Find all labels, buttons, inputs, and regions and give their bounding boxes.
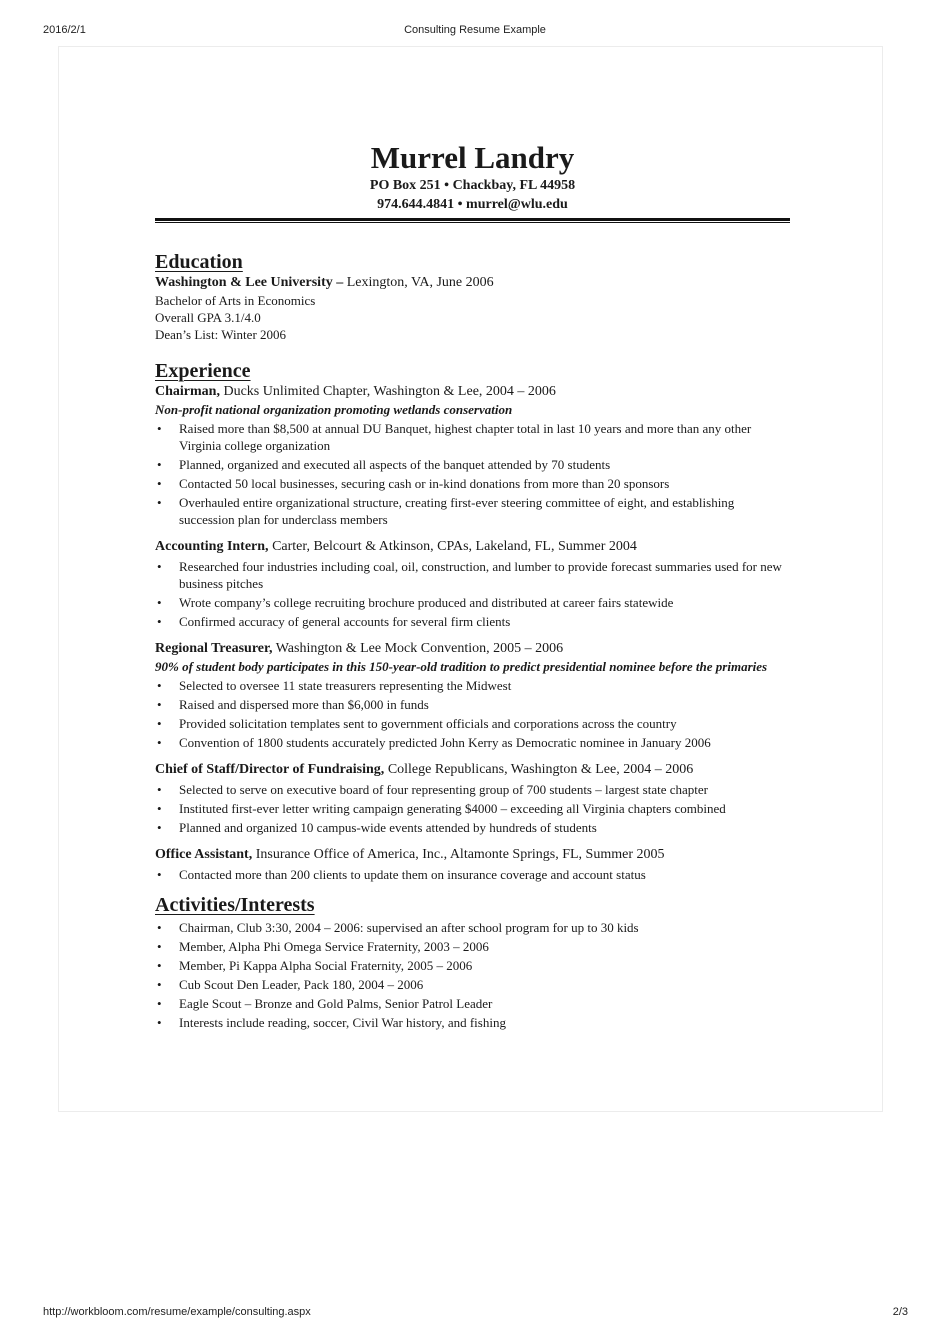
experience-bullet xyxy=(155,420,790,454)
experience-bullets xyxy=(155,558,790,630)
bullet-dot-icon: • xyxy=(157,920,162,935)
print-page-title: Consulting Resume Example xyxy=(404,24,546,36)
experience-entry xyxy=(155,846,790,883)
experience-bullet-text: Selected to serve on executive board of four representing group of 700 students – largest state chapter xyxy=(179,782,708,797)
experience-role: Chairman, xyxy=(155,384,220,399)
bullet-dot-icon: • xyxy=(157,977,162,992)
experience-bullet-text: Convention of 1800 students accurately predicted John Kerry as Democratic nominee in January 2006 xyxy=(179,735,711,750)
experience-detail: Carter, Belcourt & Atkinson, CPAs, Lakeland, FL, Summer 2004 xyxy=(268,539,637,554)
section-title-experience: Experience xyxy=(155,360,251,382)
bullet-dot-icon: • xyxy=(157,1015,162,1030)
experience-bullet-text: Confirmed accuracy of general accounts for several firm clients xyxy=(179,614,511,629)
experience-bullet-text: Instituted first-ever letter writing campaign generating $4000 – exceeding all Virginia chapters combined xyxy=(179,801,726,816)
experience-entry-heading xyxy=(155,383,790,401)
print-url: http://workbloom.com/resume/example/consulting.aspx xyxy=(43,1306,311,1318)
education-school xyxy=(155,274,790,292)
experience-bullet xyxy=(155,781,790,798)
experience-bullet xyxy=(155,494,790,528)
education-degree: Bachelor of Arts in Economics xyxy=(155,293,316,308)
bullet-dot-icon: • xyxy=(157,801,162,816)
experience-bullet-text: Selected to oversee 11 state treasurers representing the Midwest xyxy=(179,678,512,693)
experience-bullet-text: Researched four industries including coal, oil, construction, and lumber to provide forecast summaries used for new business pitches xyxy=(179,559,782,591)
bullet-dot-icon: • xyxy=(157,867,162,882)
experience-entry xyxy=(155,383,790,528)
experience-role: Office Assistant, xyxy=(155,847,253,862)
activities-list xyxy=(155,919,790,1031)
section-title-education: Education xyxy=(155,251,243,273)
bullet-dot-icon: • xyxy=(157,958,162,973)
header-rule-thick xyxy=(155,218,790,221)
activity-bullet xyxy=(155,1014,790,1031)
experience-entry-heading xyxy=(155,846,790,864)
resume-name: Murrel Landry xyxy=(370,140,575,175)
experience-role: Accounting Intern, xyxy=(155,539,269,554)
experience-bullet xyxy=(155,456,790,473)
education-gpa: Overall GPA 3.1/4.0 xyxy=(155,310,261,325)
experience-subtitle: 90% of student body participates in this 150-year-old tradition to predict presidential nominee before the primaries xyxy=(155,659,768,674)
experience-bullet xyxy=(155,594,790,611)
bullet-dot-icon: • xyxy=(157,820,162,835)
education-school-name: Washington & Lee University – xyxy=(155,275,344,290)
activity-bullet xyxy=(155,957,790,974)
experience-entry-heading xyxy=(155,640,790,658)
experience-entry xyxy=(155,761,790,836)
print-header xyxy=(0,24,950,38)
experience-entry-heading xyxy=(155,538,790,556)
bullet-dot-icon: • xyxy=(157,421,162,436)
experience-bullet-text: Raised and dispersed more than $6,000 in funds xyxy=(179,697,429,712)
bullet-dot-icon: • xyxy=(157,782,162,797)
resume-content xyxy=(155,140,790,1033)
education-school-detail: Lexington, VA, June 2006 xyxy=(343,275,494,290)
print-date: 2016/2/1 xyxy=(43,24,86,36)
experience-entry xyxy=(155,640,790,751)
bullet-dot-icon: • xyxy=(157,595,162,610)
experience-bullet xyxy=(155,734,790,751)
experience-detail: College Republicans, Washington & Lee, 2004 – 2006 xyxy=(384,762,694,777)
bullet-dot-icon: • xyxy=(157,939,162,954)
experience-detail: Insurance Office of America, Inc., Altamonte Springs, FL, Summer 2005 xyxy=(252,847,665,862)
activity-bullet xyxy=(155,938,790,955)
experience-bullet xyxy=(155,696,790,713)
experience-bullet-text: Planned and organized 10 campus-wide events attended by hundreds of students xyxy=(179,820,597,835)
print-page-number: 2/3 xyxy=(892,1306,908,1318)
activity-bullet-text: Cub Scout Den Leader, Pack 180, 2004 – 2006 xyxy=(179,977,424,992)
experience-bullet xyxy=(155,866,790,883)
experience-bullet xyxy=(155,715,790,732)
experience-bullets xyxy=(155,866,790,883)
experience-bullet xyxy=(155,475,790,492)
experience-bullet-text: Wrote company’s college recruiting brochure produced and distributed at career fairs statewide xyxy=(179,595,674,610)
experience-bullets xyxy=(155,420,790,528)
bullet-dot-icon: • xyxy=(157,996,162,1011)
experience-list xyxy=(155,383,790,883)
experience-role: Chief of Staff/Director of Fundraising, xyxy=(155,762,385,777)
experience-role: Regional Treasurer, xyxy=(155,641,273,656)
activity-bullet-text: Eagle Scout – Bronze and Gold Palms, Senior Patrol Leader xyxy=(179,996,493,1011)
experience-bullet-text: Contacted 50 local businesses, securing cash or in-kind donations from more than 20 sponsors xyxy=(179,476,670,491)
bullet-dot-icon: • xyxy=(157,678,162,693)
experience-bullet xyxy=(155,558,790,592)
activity-bullet xyxy=(155,995,790,1012)
experience-subtitle: Non-profit national organization promoting wetlands conservation xyxy=(155,402,513,417)
bullet-dot-icon: • xyxy=(157,457,162,472)
bullet-dot-icon: • xyxy=(157,697,162,712)
experience-bullet-text: Provided solicitation templates sent to government officials and corporations across the country xyxy=(179,716,677,731)
bullet-dot-icon: • xyxy=(157,476,162,491)
experience-bullet xyxy=(155,819,790,836)
section-title-activities: Activities/Interests xyxy=(155,894,315,916)
print-footer xyxy=(0,1306,950,1320)
experience-bullets xyxy=(155,781,790,836)
experience-entry xyxy=(155,538,790,630)
bullet-dot-icon: • xyxy=(157,614,162,629)
activity-bullet xyxy=(155,919,790,936)
experience-bullet xyxy=(155,613,790,630)
activity-bullet-text: Interests include reading, soccer, Civil War history, and fishing xyxy=(179,1015,506,1030)
experience-bullet-text: Contacted more than 200 clients to update them on insurance coverage and account status xyxy=(179,867,646,882)
activity-bullet xyxy=(155,976,790,993)
activity-bullet-text: Member, Pi Kappa Alpha Social Fraternity, 2005 – 2006 xyxy=(179,958,473,973)
experience-detail: Ducks Unlimited Chapter, Washington & Lee, 2004 – 2006 xyxy=(219,384,556,399)
bullet-dot-icon: • xyxy=(157,559,162,574)
experience-bullet-text: Raised more than $8,500 at annual DU Banquet, highest chapter total in last 10 years and more than any other Virginia college organization xyxy=(179,421,752,453)
bullet-dot-icon: • xyxy=(157,495,162,510)
experience-bullet-text: Overhauled entire organizational structure, creating first-ever steering committee of eight, and establishing succession plan for underclass members xyxy=(179,495,735,527)
resume-address: PO Box 251 • Chackbay, FL 44958 xyxy=(369,178,576,193)
header-rule-thin xyxy=(155,222,790,223)
experience-bullets xyxy=(155,677,790,751)
activity-bullet-text: Chairman, Club 3:30, 2004 – 2006: supervised an after school program for up to 30 kids xyxy=(179,920,639,935)
experience-bullet-text: Planned, organized and executed all aspects of the banquet attended by 70 students xyxy=(179,457,611,472)
education-deans-list: Dean’s List: Winter 2006 xyxy=(155,327,287,342)
activity-bullet-text: Member, Alpha Phi Omega Service Fraternity, 2003 – 2006 xyxy=(179,939,489,954)
resume-phone-email: 974.644.4841 • murrel@wlu.edu xyxy=(377,197,568,212)
experience-entry-heading xyxy=(155,761,790,779)
bullet-dot-icon: • xyxy=(157,716,162,731)
bullet-dot-icon: • xyxy=(157,735,162,750)
experience-detail: Washington & Lee Mock Convention, 2005 – 2006 xyxy=(272,641,564,656)
experience-bullet xyxy=(155,677,790,694)
experience-bullet xyxy=(155,800,790,817)
